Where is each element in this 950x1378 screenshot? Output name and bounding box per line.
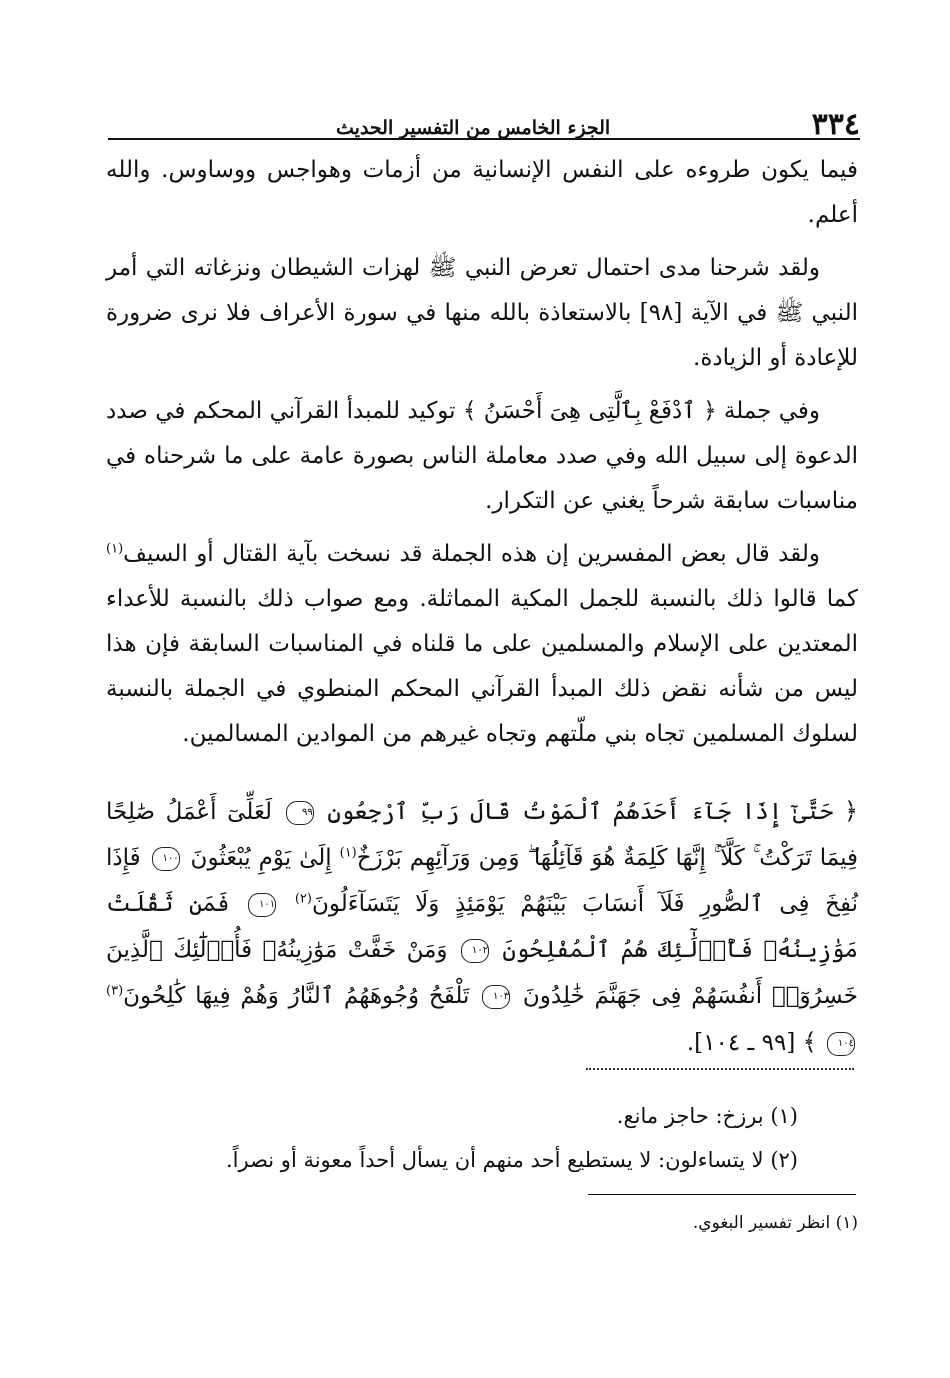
footnote: (١) انظر تفسير البغوي. bbox=[692, 1213, 858, 1233]
quran-close-bracket: ﴾ bbox=[802, 1028, 817, 1056]
ayah-number-marker: ٩٩ bbox=[286, 801, 314, 825]
glossary-note: (٢) لا يتساءلون: لا يستطيع أحد منهم أن يسأل أحداً معونة أو نصراً. bbox=[225, 1148, 798, 1172]
verse-text: حَتَّىٰٓ إِذَا جَآءَ أَحَدَهُمُ ٱلْمَوْتُ قَالَ رَبِّ ٱرْجِعُونِ bbox=[327, 799, 834, 825]
verse-text: إِلَىٰ يَوْمِ يُبْعَثُونَ bbox=[190, 845, 340, 871]
verse-text: لَعَلِّىٓ أَعْمَلُ صَٰلِحًا فِيمَا تَرَكْتُ ۚ كَلَّآ ۚ إِنَّهَا كَلِمَةٌ هُوَ قَآئِلُهَا ۖ وَمِن وَرَآئِهِم بَرْزَخٌ bbox=[106, 799, 859, 871]
paragraph: ولقد شرحنا مدى احتمال تعرض النبي ﷺ لهزات الشيطان ونزغاته التي أمر النبي ﷺ في الآية [٩٨] بالاستعاذة بالله منها في سورة الأعراف فلا نرى ضرورة للإعادة أو الزيادة. bbox=[106, 255, 858, 371]
paragraph-text: ولقد قال بعض المفسرين إن هذه الجملة قد نسخت بآية القتال أو السيف bbox=[123, 541, 820, 567]
footnote-reference: (١) bbox=[106, 541, 124, 557]
verse-citation: [٩٩ ـ ١٠٤]. bbox=[686, 1030, 796, 1056]
paragraph bbox=[106, 532, 858, 757]
verse-text: وَمَنْ خَفَّتْ مَوَٰزِينُهُۥ فَأُو۟لَٰٓئِكَ ٱلَّذِينَ خَسِرُوٓا۟ أَنفُسَهُمْ فِى جَهَنَّمَ خَٰلِدُونَ bbox=[106, 937, 859, 1009]
footnote-reference: (٢) bbox=[294, 891, 312, 907]
ayah-number-marker: ١٠٠ bbox=[152, 847, 180, 871]
footnote-reference: (٣) bbox=[106, 983, 124, 999]
dotted-separator bbox=[586, 1068, 854, 1070]
main-text bbox=[106, 148, 858, 765]
paragraph: وفي جملة ﴿ ٱدْفَعْ بِٱلَّتِى هِىَ أَحْسَنُ ﴾ توكيد للمبدأ القرآني المحكم في صدد الدعوة إلى سبيل الله وفي صدد معاملة الناس بصورة عامة على ما شرحناه في مناسبات سابقة شرحاً يغني عن التكرار. bbox=[106, 398, 858, 514]
glossary-note: (١) برزخ: حاجز مانع. bbox=[616, 1104, 798, 1128]
ayah-number-marker: ١٠١ bbox=[248, 893, 276, 917]
paragraph: فيما يكون طروءه على النفس الإنسانية من أزمات وهواجس ووساوس. والله أعلم. bbox=[106, 157, 858, 228]
paragraph-text: كما قالوا ذلك بالنسبة للجمل المكية المماثلة. ومع صواب ذلك بالنسبة للأعداء المعتدين على الإسلام والمسلمين على ما قلناه في المناسبات السابقة فإن هذا ليس من شأنه نقض ذلك المبدأ القرآني المحكم المنطوي في الجملة بالنسبة لسلوك المسلمين تجاه بني ملّتهم وتجاه غيرهم من الموادين المسالمين. bbox=[106, 586, 858, 747]
page-header bbox=[108, 96, 860, 140]
footnote-separator bbox=[588, 1194, 856, 1195]
quran-open-bracket: ﴿ bbox=[843, 797, 859, 825]
verse-text: تَلْفَحُ وُجُوهَهُمُ ٱلنَّارُ وَهُمْ فِيهَا كَٰلِحُونَ bbox=[123, 983, 470, 1009]
running-title: الجزء الخامس من التفسير الحديث bbox=[336, 117, 611, 140]
quran-passage bbox=[106, 788, 858, 1066]
footnote-reference: (١) bbox=[339, 845, 357, 861]
verse-text: فَإِذَا نُفِخَ فِى ٱلصُّورِ فَلَآ أَنسَابَ بَيْنَهُمْ يَوْمَئِذٍ وَلَا يَتَسَآءَلُونَ bbox=[106, 845, 858, 917]
verse-glossary bbox=[138, 1094, 798, 1182]
verse-text: فَمَن ثَقُلَتْ مَوَٰزِينُهُۥ فَأُو۟لَٰٓئِكَ هُمُ ٱلْمُفْلِحُونَ bbox=[106, 891, 859, 963]
ayah-number-marker: ١٠٢ bbox=[461, 939, 489, 963]
page-number: ٣٣٤ bbox=[811, 107, 860, 142]
ayah-number-marker: ١٠٤ bbox=[827, 1032, 855, 1056]
ayah-number-marker: ١٠٣ bbox=[482, 985, 510, 1009]
footnotes bbox=[106, 1208, 858, 1238]
header-rule bbox=[108, 138, 860, 140]
